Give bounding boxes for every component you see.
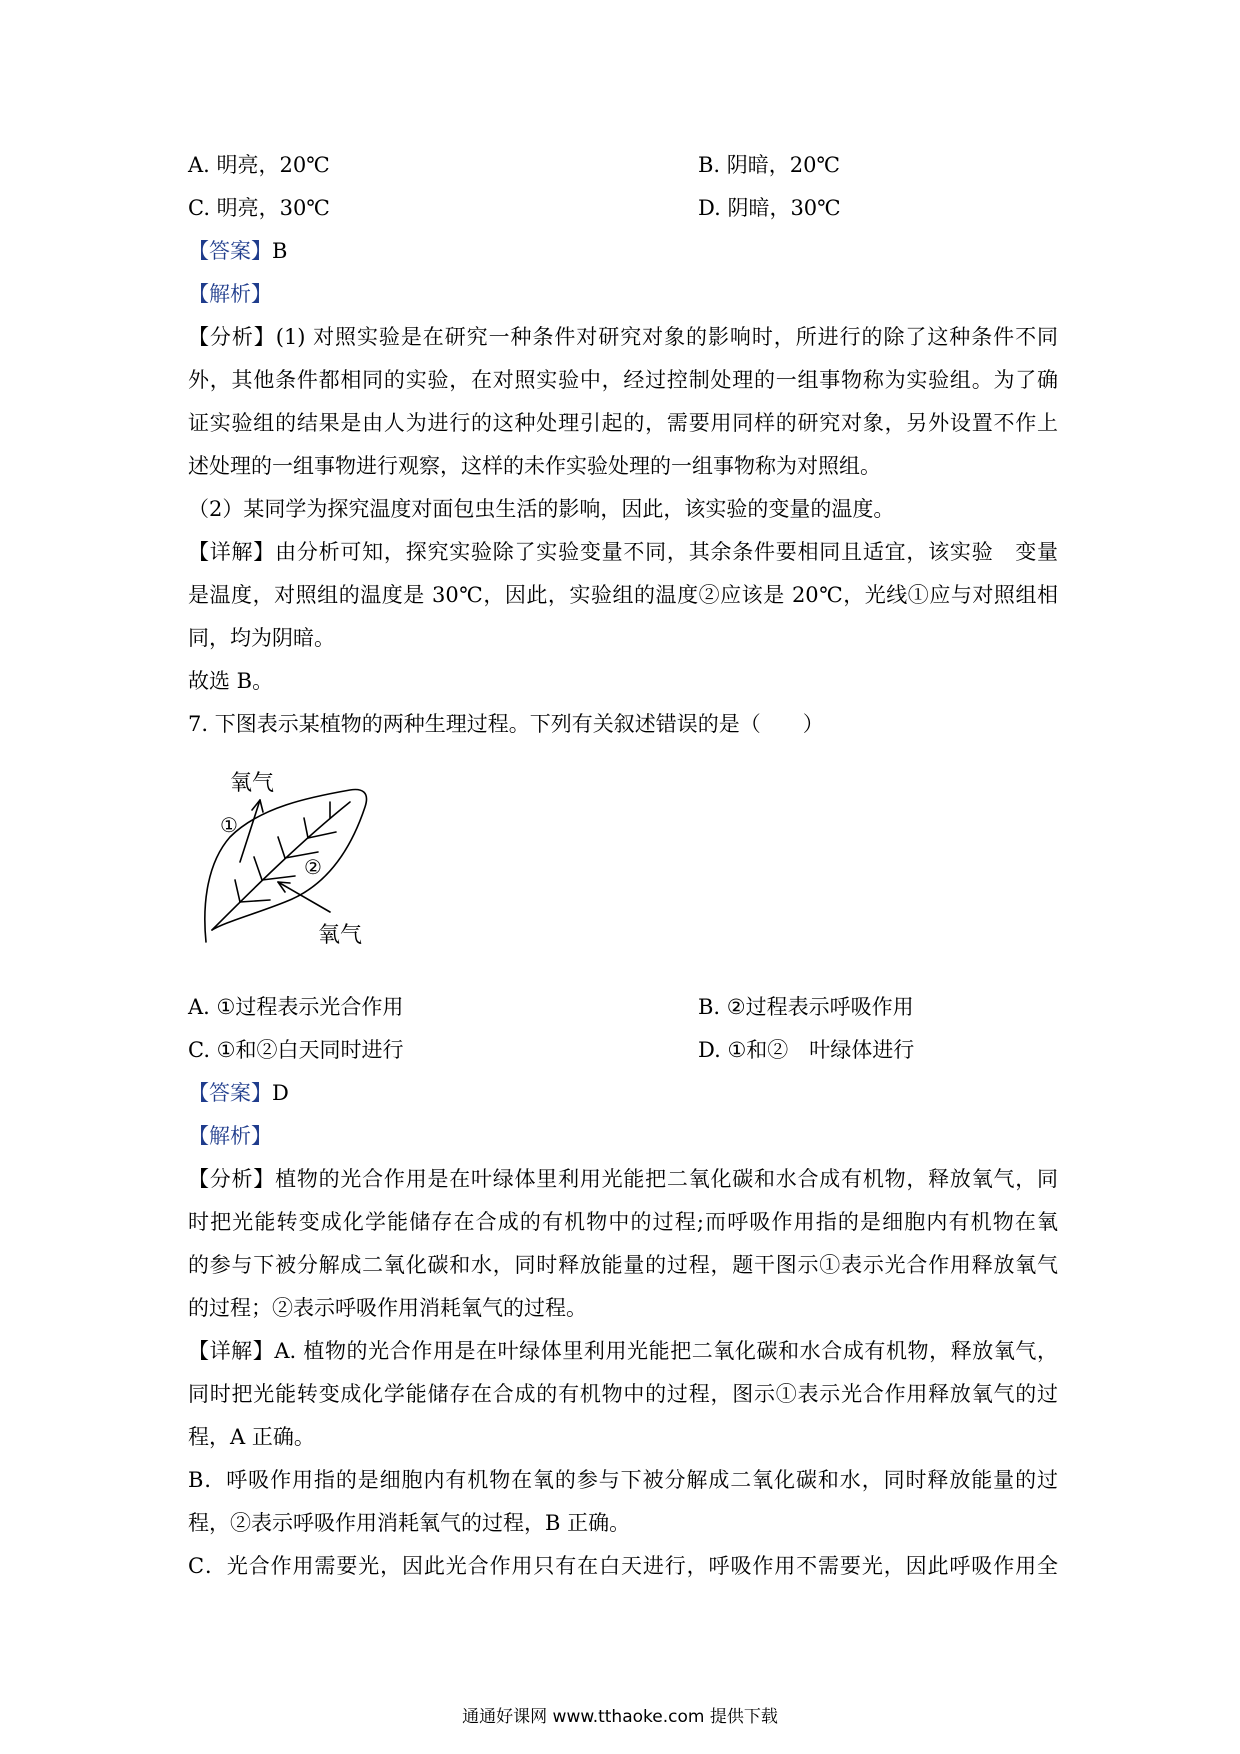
q6-fenxi-line-1 [188, 322, 1058, 352]
q7-xiangjie-line-6: C．光合作用需要光，因此光合作用只有在白天进行，呼吸作用不需要光，因此呼吸作用全 [188, 1554, 1058, 1578]
q7-fenxi-line-4: 的过程；②表示呼吸作用消耗氧气的过程。 [188, 1296, 587, 1320]
answer-tag: 【答案】 [188, 1081, 272, 1105]
q6-answer [188, 236, 1058, 266]
answer-tag: 【答案】 [188, 239, 272, 263]
q7-fenxi-line-1 [188, 1164, 1058, 1194]
q6-xiangjie-line-2: 是温度，对照组的温度是 30℃，因此，实验组的温度②应该是 20℃，光线①应与对照组相 [188, 583, 1058, 607]
q7-xiangjie-line-3: 程，A 正确。 [188, 1425, 315, 1449]
analysis-tag: 【解析】 [188, 282, 272, 306]
q7-option-b: B. ②过程表示呼吸作用 [698, 995, 914, 1019]
label-oxygen-top: 氧气 [230, 771, 275, 796]
label-oxygen-bottom: 氧气 [318, 923, 363, 948]
q7-xiangjie-line-2: 同时把光能转变成化学能储存在合成的有机物中的过程，图示①表示光合作用释放氧气的过 [188, 1382, 1058, 1406]
leaf-diagram [200, 752, 420, 952]
text-span: 由分析可知，探究实验除了实验变量不同，其余条件要相同且适宜，该实验 变量 [275, 540, 1058, 564]
q6-xiangjie-line-1 [188, 537, 1058, 567]
q7-option-a: A. ①过程表示光合作用 [188, 995, 404, 1019]
q7-fenxi-line-2: 时把光能转变成化学能储存在合成的有机物中的过程;而呼吸作用指的是细胞内有机物在氧 [188, 1210, 1058, 1234]
answer-value: B [272, 239, 288, 263]
q6-option-c: C. 明亮，30℃ [188, 196, 330, 220]
analysis-tag: 【解析】 [188, 1124, 272, 1148]
answer-value: D [272, 1081, 289, 1105]
q7-fenxi-line-3: 的参与下被分解成二氧化碳和水，同时释放能量的过程，题干图示①表示光合作用释放氧气 [188, 1253, 1058, 1277]
q7-xiangjie-line-5: 程，②表示呼吸作用消耗氧气的过程，B 正确。 [188, 1511, 631, 1535]
q6-conclusion: 故选 B。 [188, 669, 274, 693]
text-span: 植物的光合作用是在叶绿体里利用光能把二氧化碳和水合成有机物，释放氧气，同 [275, 1167, 1058, 1191]
q7-option-c: C. ①和②白天同时进行 [188, 1038, 404, 1062]
xiangjie-tag: 【详解】 [188, 540, 276, 564]
text-span: (1) 对照实验是在研究一种条件对研究对象的影响时，所进行的除了这种条件不同 [275, 325, 1059, 349]
text-span: A. 植物的光合作用是在叶绿体里利用光能把二氧化碳和水合成有机物，释放氧气， [274, 1339, 1059, 1363]
marker-1: ① [220, 813, 238, 837]
q6-option-a: A. 明亮，20℃ [188, 153, 330, 177]
fenxi-tag: 【分析】 [188, 325, 276, 349]
q6-option-d: D. 阴暗，30℃ [698, 196, 841, 220]
q7-answer [188, 1078, 1058, 1108]
q7-option-d: D. ①和② 叶绿体进行 [698, 1038, 915, 1062]
marker-2: ② [304, 855, 322, 879]
q7-xiangjie-line-1 [188, 1336, 1058, 1366]
q7-xiangjie-line-4: B．呼吸作用指的是细胞内有机物在氧的参与下被分解成二氧化碳和水，同时释放能量的过 [188, 1468, 1058, 1492]
page-footer: 通通好课网 www.tthaoke.com 提供下载 [462, 1707, 778, 1727]
q6-fenxi-line-5: （2）某同学为探究温度对面包虫生活的影响，因此，该实验的变量的温度。 [188, 497, 895, 521]
q6-option-b: B. 阴暗，20℃ [698, 153, 840, 177]
q6-fenxi-line-3: 证实验组的结果是由人为进行的这种处理引起的，需要用同样的研究对象，另外设置不作上 [188, 411, 1058, 435]
arrow-oxygen-in [278, 882, 330, 912]
xiangjie-tag: 【详解】 [188, 1339, 275, 1363]
q6-fenxi-line-2: 外，其他条件都相同的实验，在对照实验中，经过控制处理的一组事物称为实验组。为了确 [188, 368, 1058, 392]
q6-xiangjie-line-3: 同，均为阴暗。 [188, 626, 335, 650]
arrow-oxygen-out [240, 800, 260, 862]
q7-question: 7. 下图表示某植物的两种生理过程。下列有关叙述错误的是（ ） [188, 712, 824, 736]
q6-fenxi-line-4: 述处理的一组事物进行观察，这样的未作实验处理的一组事物称为对照组。 [188, 454, 881, 478]
q7-analysis-heading [188, 1121, 1058, 1151]
fenxi-tag: 【分析】 [188, 1167, 276, 1191]
q6-analysis-heading [188, 279, 1058, 309]
